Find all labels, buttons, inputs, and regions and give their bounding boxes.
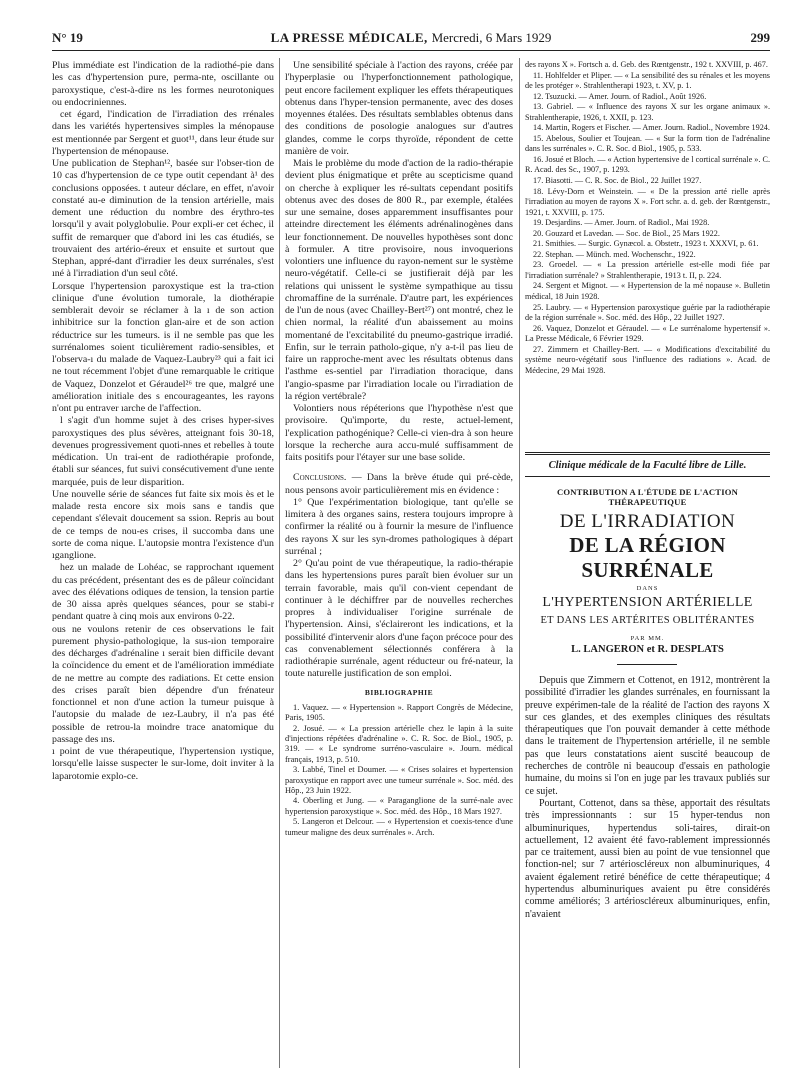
- paragraph: l s'agit d'un homme sujet à des crises hyper-sives paroxystiques des plus sévères, atteignant fois 30-18, devenues progressivement quoti-nnes et rebelles à toute médication. Un trai-ent de radiothérapie profonde, établi sur séances, fut suivi consécutivement d'une ıente marquée, puis de leur disparition.: [52, 415, 274, 488]
- column-3-references: [525, 60, 770, 376]
- paragraph: Plus immédiate est l'indication de la radiothé-pie dans les cas d'hypertension pure, perma-nte, oscillante ou paroxystique, c'est-à-dire ns les formes neurotoniques ou endocriniennes.: [52, 60, 274, 108]
- column-1: [52, 60, 274, 783]
- paragraph: 2° Qu'au point de vue thérapeutique, la radio-thérapie dans les hypertensions pures paraît bien évoluer sur un terrain favorable, mais qu'il con-vient cependant de continuer à le déchiffrer par de nouvelles recherches propres à individualiser l'origine surrénale de l'hypertension. Ainsi, s'éclaireront les indications, et la possibilité d'intervenir alors d'une façon précoce pour des cas convenablement sélectionnés conférera à la radiothérapie surrénale, agent réducteur ou fré-nateur, la toute naturelle justification de son emploi.: [285, 558, 513, 680]
- clinic-rule: [525, 476, 770, 477]
- article-clinic: Clinique médicale de la Faculté libre de Lille.: [548, 460, 747, 471]
- column-2: [285, 60, 513, 838]
- bibliography-entry: 1. Vaquez. — « Hypertension ». Rapport Congrès de Médecine, Paris, 1905.: [285, 702, 513, 723]
- reference-entry: 23. Groedel. — « La pression artérielle est-elle modi fiée par l'irradiation surrénale? » Strahlentherapie, 1913 t. II, p. 224.: [525, 260, 770, 280]
- article-head-line-1: CONTRIBUTION A L'ÉTUDE DE L'ACTION THÉRAPEUTIQUE: [556, 487, 739, 507]
- paragraph: Volontiers nous répéterions que l'hypothèse n'est que provisoire. Qu'importe, du reste, actuel-lement, l'explication pathogénique? Celle-ci vien-dra à son heure lorsque la recherche aura accu-mulé suffisamment de faits positifs pour l'étayer sur une base solide.: [285, 403, 513, 463]
- paragraph: Mais le problème du mode d'action de la radio-thérapie devient plus énigmatique et prête au scepticisme quand on cherche à expliquer les ré-sultats cependant positifs obtenus avec des doses de 800 R., par exemple, étalées sur une semaine, doses apparemment insuffisantes pour atteindre directement les éléments adrénalinogènes dans leur fonctionnement. De nouvelles hypothèses sont donc à formuler. A titre provisoire, nous invoquerions volontiers une influence du rayon-nement sur le système neuro-végétatif. Celle-ci se justifierait déjà par les relations qui unissent le système sympathique au tissu chromaffine de la surrénale. D'autre part, les expériences de l'un de nous (avec Chailley-Bert²⁷) ont montré, chez le chien normal, la réalité d'un abaissement au moins momentané de l'excitabilité du pneumo-gastrique irradié. Enfin, sur le terrain patholo-gique, n'y a-t-il pas lieu de faire un rapproche-ment avec les résultats obtenus dans l'asthme es-sentiel par l'irradiation thoracique, dans l'angio-spasme par l'irradiation locale ou l'irradiation de la région vertébrale?: [285, 158, 513, 402]
- bibliography-title: BIBLIOGRAPHIE: [364, 687, 434, 697]
- bibliography-entry: 3. Labbé, Tinel et Doumer. — « Crises solaires et hypertension paroxystique en rapport avec une tumeur surrénale ». Soc. méd. des Hôp., 23 Juin 1922.: [285, 765, 513, 795]
- article-head-line-5: ET DANS LES ARTÉRITES OBLITÉRANTES: [540, 615, 755, 626]
- paragraph: Une nouvelle série de séances fut faite six mois ès et le malade resta encore six mois sans e tandis que cependant s'élevait doucement sa ssion. Repris au bout de ce temps de nou-es crises, il succomba dans une sorte de coma nique. L'autopsie montra l'existence d'un ıganglione.: [52, 488, 274, 561]
- paragraph: 1° Que l'expérimentation biologique, tant qu'elle se limitera à des organes sains, restera toujours impropre à confirmer la réalité ou à fournir la mesure de l'influence des rayons X sur les syn-dromes pathologiques à départ surrénal ;: [285, 496, 513, 557]
- paragraph: Depuis que Zimmern et Cottenot, en 1912, montrèrent la possibilité d'irradier les glandes surrénales, en fournissant la preuve expérimen-tale de la réalité de l'action des rayons X sur ces glandes, et des exemples cliniques des résultats thérapeutiques que l'on pouvait demander à cette méthode dans le traitement de l'hypertension artérielle, il ne semble pas que leurs constatations aient suscité beaucoup de recherches de contrôle ni beaucoup d'essais en pathologie humaine, du moins si l'on en juge par les travaux publiés sur ce sujet.: [525, 675, 770, 797]
- reference-entry: 20. Gouzard et Lavedan. — Soc. de Biol., 25 Mars 1922.: [533, 228, 720, 238]
- reference-entry: 12. Tsuzucki. — Amer. Journ. of Radiol., Août 1926.: [533, 91, 707, 101]
- paragraph: Une publication de Stephan¹², basée sur l'obser-tion de 10 cas d'hypertension de ce type outit cependant à¹ des conclusions opposées. t auteur déclare, en effet, n'avoir constaté au-e diminution de la tension artérielle, mais dement une réduction du nombre des érythro-tes lorsqu'il y avait polyglobulie. Pour expli-er cet échec, il suffit de remarquer que d'abord ini les cas étudiés, se trouvaient des artério-éreux et ensuite et surtout que Stephan, appré-dant d'irradier les deux surrénales, s'est ıné à l'irradiation d'un seul côté.: [52, 158, 274, 280]
- bibliography-entry: 5. Langeron et Delcour. — « Hypertension et coexis-tence d'une tumeur maligne des deux surrénales ». Arch.: [285, 817, 513, 837]
- article-head-line-4: L'HYPERTENSION ARTÉRIELLE: [542, 595, 753, 610]
- paragraph: cet égard, l'indication de l'irradiation des rrénales dans les variétés hypertensives simples la ménopause est mentionnée par Sergent et guot¹¹, dans leur étude sur l'hypertension de ménopause.: [52, 109, 274, 157]
- bibliography-entry: 2. Josué. — « La pression artérielle chez le lapin à la suite d'injections répétées d'adrénaline ». C. R. Soc. de Biol., 1905, p. 319. — « Le syndrome surréno-vasculaire ». Journ. médical français, 1913, p. 510.: [285, 723, 513, 764]
- reference-entry: des rayons X ». Fortsch a. d. Geb. des Rœntgenstr., 192 t. XXVIII, p. 467.: [525, 60, 768, 69]
- paragraph: ous ne voulons retenir de ces observations le fait purement physio-pathologique, la sus-ıion temporaire des décharges d'adrénaline ı serait bien difficile devant la coïncidence du ement et de l'amélioration immédiate de ne mettre au compte des radiations. Et cette ension des crises paraît bien dépendre d'un frénateur fonctionnel et non d'une action la tumeur puisque à l'autopsie du malade de ıez-Laubry, il n'a pas été possible de retrou-la moindre trace anatomique du passage des ıns.: [52, 623, 274, 745]
- bibliography-entry: 4. Oberling et Jung. — « Paraganglione de la surré-nale avec hypertension paroxystique ». Soc. méd. des Hôp., 18 Mars 1927.: [285, 796, 513, 816]
- page-number: 299: [750, 30, 770, 45]
- column-divider: [519, 58, 520, 1068]
- issue-date: Mercredi, 6 Mars 1929: [431, 30, 552, 45]
- authors-rule: [617, 664, 677, 665]
- reference-entry: 13. Gabriel. — « Influence des rayons X sur les organe animaux ». Strahlentherapie, 1926, t. XXII, p. 123.: [525, 102, 770, 122]
- reference-entry: 21. Smithies. — Surgic. Gynæcol. a. Obstetr., 1923 t. XXXVI, p. 61.: [533, 239, 759, 249]
- article-body: [525, 675, 770, 921]
- reference-entry: 27. Zimmern et Chailley-Bert. — « Modifications d'excitabilité du système neuro-végétatif sous l'influence des radiations ». Acad. de Médecine, 29 Mai 1928.: [525, 344, 770, 375]
- reference-entry: 17. Biasotti. — C. R. Soc. de Biol., 22 Juillet 1927.: [533, 176, 702, 186]
- article-par: PAR MM.: [630, 635, 665, 642]
- paragraph: ı point de vue thérapeutique, l'hypertension ıystique, lorsqu'elle laisse suspecter le sur-lome, doit inviter à la laparotomie explo-ce.: [52, 746, 274, 782]
- paragraph: Lorsque l'hypertension paroxystique est la tra-ction clinique d'une évolution tumorale, la diothérapie semblerait devoir se réclamer à la ı de son action inhibitrice sur la fonction glan-aire et de son action réductrice sur les tumeurs. is il ne semble pas que les surrénalomes soient ticulièrement radio-sensibles, et l'observa-ı du malade de Vaquez-Laubry²³ qui a fait ici ne tout récemment l'objet d'une remarquable le critique de Vaquez, Donzelot et Géraudel²⁶ tre que, malgré une amélioration initiale des s encourageantes, les rayons n'ont pu entraver ıarche de l'affection.: [52, 280, 274, 414]
- journal-title: [52, 30, 770, 46]
- paragraph: hez un malade de Lohéac, se rapprochant ıquement du cas précédent, présentant des es de pâleur coïncidant avec des élévations odiques de tension, la tension partie de 30 aissa après quelques séances, pour se stabi-r pendant quatre à cinq mois aux environs 0-22.: [52, 562, 274, 623]
- article-head-line-3: DE LA RÉGION SURRÉNALE: [569, 533, 726, 582]
- reference-entry: 18. Lévy-Dorn et Weinstein. — « De la pression arté rielle après l'irradiation au moyen de rayons X ». Fort schr. a. d. geb. der Rœntgenstr., 1921, t. XXVIII, p. 175.: [525, 186, 770, 217]
- article-divider-rule: [525, 454, 770, 455]
- conclusions-intro: — Dans la brève étude qui pré-cède, nous pensons avoir particulièrement mis en évidence :: [285, 472, 514, 496]
- issue-number: N° 19: [52, 30, 83, 45]
- paragraph: Pourtant, Cottenot, dans sa thèse, apportait des résultats très impressionnants : sur 15 hyper-tendus non albuminuriques, hypertendus soli-taires, dirait-on actuellement, 12 avaient été favo-rablement impressionnés par ce traitement, aussi bien au point de vue tensionnel que fonction-nel; sur 7 artérioscléreux non albuminuriques, 4 avaient également retiré bénéfice de cette thérapeutique; 4 hypertendus albuminuriques avaient pu être considérés comme améliorés; 3 artérioscléreux albuminuriques, enfin, n'avaient: [525, 797, 770, 920]
- reference-list: [525, 60, 770, 376]
- header-rule: [52, 50, 770, 51]
- article-head-line-2: DE L'IRRADIATION: [559, 511, 736, 532]
- reference-entry: 19. Desjardins. — Amer. Journ. of Radiol., Mai 1928.: [533, 218, 710, 228]
- article-authors: L. LANGERON et R. DESPLATS: [571, 644, 724, 655]
- bibliography: [285, 703, 513, 838]
- article-dans: DANS: [636, 585, 659, 592]
- reference-entry: 22. Stephan. — Münch. med. Wochenschr., 1922.: [533, 249, 696, 259]
- paragraph: Une sensibilité spéciale à l'action des rayons, créée par l'hyperplasie ou l'hyperfonctionnement pathologique, peut encore facilement expliquer les effets thérapeutiques obtenus dans l'hyper-tension permanente, avec des doses moyennes étalées. Des résultats semblables obtenus dans des conditions de posologie analogues sur d'autres glandes, comme le corps thyroïde, répondent de cette manière de voir.: [285, 60, 513, 157]
- article-divider-rule: [525, 452, 770, 453]
- journal-name: LA PRESSE MÉDICALE,: [270, 30, 428, 45]
- reference-entry: 25. Laubry. — « Hypertension paroxystique guérie par la radiothérapie de la région surrénale ». Soc. méd. des Hôp., 22 Juillet 1927.: [525, 302, 770, 323]
- conclusions-paragraph: [285, 472, 513, 497]
- reference-entry: 16. Josué et Bloch. — « Action hypertensive de l cortical surrénale ». C. R. Acad. des Sc., 1907, p. 1293.: [525, 154, 770, 175]
- reference-entry: 11. Hohlfelder et Pliper. — « La sensibilité des su rénales et les moyens de les protéger ». Strahlentherapi 1923, t. XV, p. 1.: [525, 70, 770, 91]
- reference-entry: 15. Abelous, Soulier et Toujean. — « Sur la form tion de l'adrénaline dans les surrénales ». C. R. Soc. d Biol., 1905, p. 533.: [525, 133, 770, 154]
- column-divider: [279, 58, 280, 1068]
- reference-entry: 24. Sergent et Mignot. — « Hypertension de la mé nopause ». Bulletin médical, 18 Juin 1928.: [525, 281, 770, 302]
- page-header: [52, 30, 770, 50]
- reference-entry: 26. Vaquez, Donzelot et Géraudel. — « Le surrénalome hypertensif ». La Presse Médicale, 6 Février 1929.: [525, 323, 770, 344]
- conclusions-label: Conclusions.: [293, 472, 347, 484]
- reference-entry: 14. Martin, Rogers et Fischer. — Amer. Journ. Radiol., Novembre 1924.: [533, 123, 770, 133]
- article: [525, 460, 770, 921]
